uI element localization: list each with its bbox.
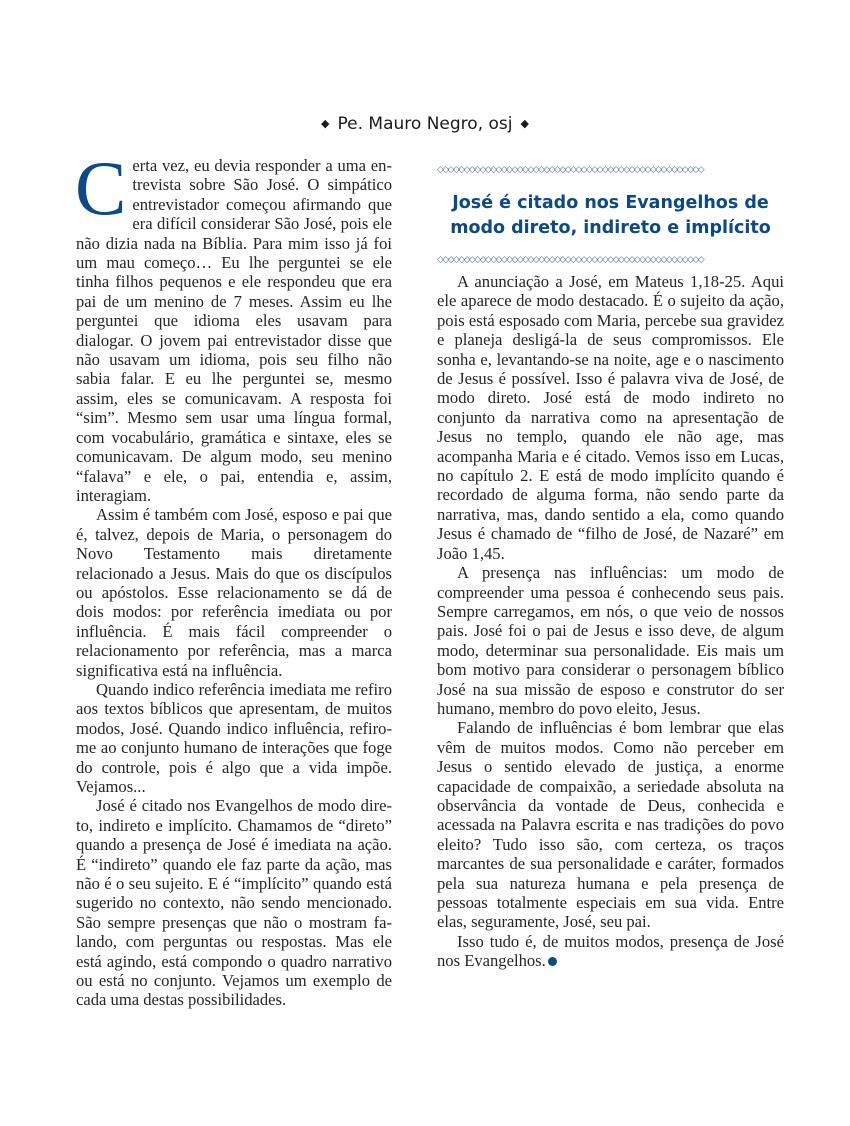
paragraph: A anunciação a José, em Mateus 1,18-25. Aqui ele aparece de modo destacado. É o sujeito da ação, pois está esposado com Maria, percebe sua gravidez e planeja desligá-la de seus compromissos. Ele sonha e, levantando-se na noite, age e o nascimento de Jesus é possível. Isso é palavra viva de José, de modo direto. José está de modo indireto no conjunto da narrativa como na apresentação de Jesus no templo, quando ele não age, mas acompanha Maria e é citado. Vemos isso em Lucas, no capítulo 2. E está de modo implícito quando é recordado de alguma forma, não sendo parte da narrativa, mas, dando sentido a ela, como quando Jesus é chamado de “filho de José, de Nazaré” em João 1,45. xyxy=(437,272,784,563)
diamond-ornament-icon: ◆ xyxy=(321,117,330,130)
diamond-border-bottom: ◇◇◇◇◇◇◇◇◇◇◇◇◇◇◇◇◇◇◇◇◇◇◇◇◇◇◇◇◇◇◇◇◇◇◇◇◇◇◇◇◇◇◇◇◇◇◇◇◇◇ xyxy=(437,255,704,265)
left-column xyxy=(75,145,392,1010)
paragraph: A presença nas influências: um modo de compreender uma pessoa é conhecendo seus pais. Sempre carregamos, em nós, o que veio de nossos pais. José foi o pai de Jesus e isso deve, de algum modo, determinar sua personalidade. Eis mais um bom motivo para considerar o personagem bíblico José na sua missão de esposo e construtor do ser humano, membro do povo eleito, Jesus. xyxy=(437,563,784,718)
paragraph: José é citado nos Evangelhos de modo direto, indireto e implícito. Chamamos de “direto” quando a presença de José é imediata na ação. É “indireto” quando ele faz parte da ação, mas não é o seu sujeito. E é “implícito” quando está sugerido no contexto, não sendo mencionado. São sempre presenças que não o mostram falando, com perguntas ou respostas. Mas ele está agindo, está compondo o quadro narrativo ou está no conjunto. Vejamos um exemplo de cada uma destas possibilidades. xyxy=(76,796,392,1010)
paragraph: Quando indico referência imediata me refiro aos textos bíblicos que apresentam, de muitos modos, José. Quando indico influência, refiro-me ao conjunto humano de interações que foge do controle, pois é algo que a vida impõe. Vejamos... xyxy=(76,679,392,796)
diamond-ornament-icon: ◆ xyxy=(520,117,529,130)
paragraph: Isso tudo é, de muitos modos, presença de José nos Evangelhos. xyxy=(437,931,784,971)
author-byline xyxy=(0,114,850,134)
paragraph: Falando de influências é bom lembrar que elas vêm de muitos modos. Como não perceber em Jesus o sentido elevado de justiça, a enorme capacidade de compaixão, a seriedade absoluta na observância da vontade de Deus, conhecida e acessada na Palavra escrita e nas tradições do povo eleito? Tudo isso são, com certeza, os traços marcantes de sua personalidade e caráter, formados pela sua natureza humana e pela presença de pessoas totalmente especiais em sua vida. Entre elas, seguramente, José, seu pai. xyxy=(437,718,784,932)
author-name: Pe. Mauro Negro, osj xyxy=(337,114,513,134)
diamond-border-top: ◇◇◇◇◇◇◇◇◇◇◇◇◇◇◇◇◇◇◇◇◇◇◇◇◇◇◇◇◇◇◇◇◇◇◇◇◇◇◇◇◇◇◇◇◇◇◇◇◇◇ xyxy=(437,165,704,175)
right-column xyxy=(437,272,784,971)
box-title: José é citado nos Evangelhos de modo direto, indireto e implícito xyxy=(450,193,771,238)
drop-cap: C xyxy=(75,145,127,231)
end-of-article-dot-icon xyxy=(548,957,557,966)
paragraph: Certa vez, eu devia responder a uma entrevista sobre São José. O simpático entrevistador começou afirmando que era difícil considerar São José, pois ele não dizia nada na Bíblia. Para mim isso já foi um mau começo… Eu lhe perguntei se ele tinha filhos pequenos e ele respondeu que era pai de um menino de 7 meses. Assim eu lhe perguntei que idioma eles usavam para dialogar. O jovem pai entrevistador disse que não usavam um idioma, pois seu filho não sabia falar. E eu lhe perguntei se, mesmo assim, eles se comunicavam. A resposta foi “sim”. Mesmo sem usar uma língua formal, com vocabulário, gramática e sintaxe, eles se comunicavam. De algum modo, seu menino “falava” e ele, o pai, entendia e, assim, interagiam. xyxy=(75,145,392,505)
paragraph: Assim é também com José, esposo e pai que é, talvez, depois de Maria, o personagem do Novo Testamento mais diretamente relacionado a Jesus. Mais do que os discípulos ou apóstolos. Esse relacionamento se dá de dois modos: por referência imediata ou por influência. É mais fácil compreender o relacionamento por referência, mas a marca significativa está na influência. xyxy=(76,505,392,680)
sidebar-box xyxy=(437,165,784,265)
